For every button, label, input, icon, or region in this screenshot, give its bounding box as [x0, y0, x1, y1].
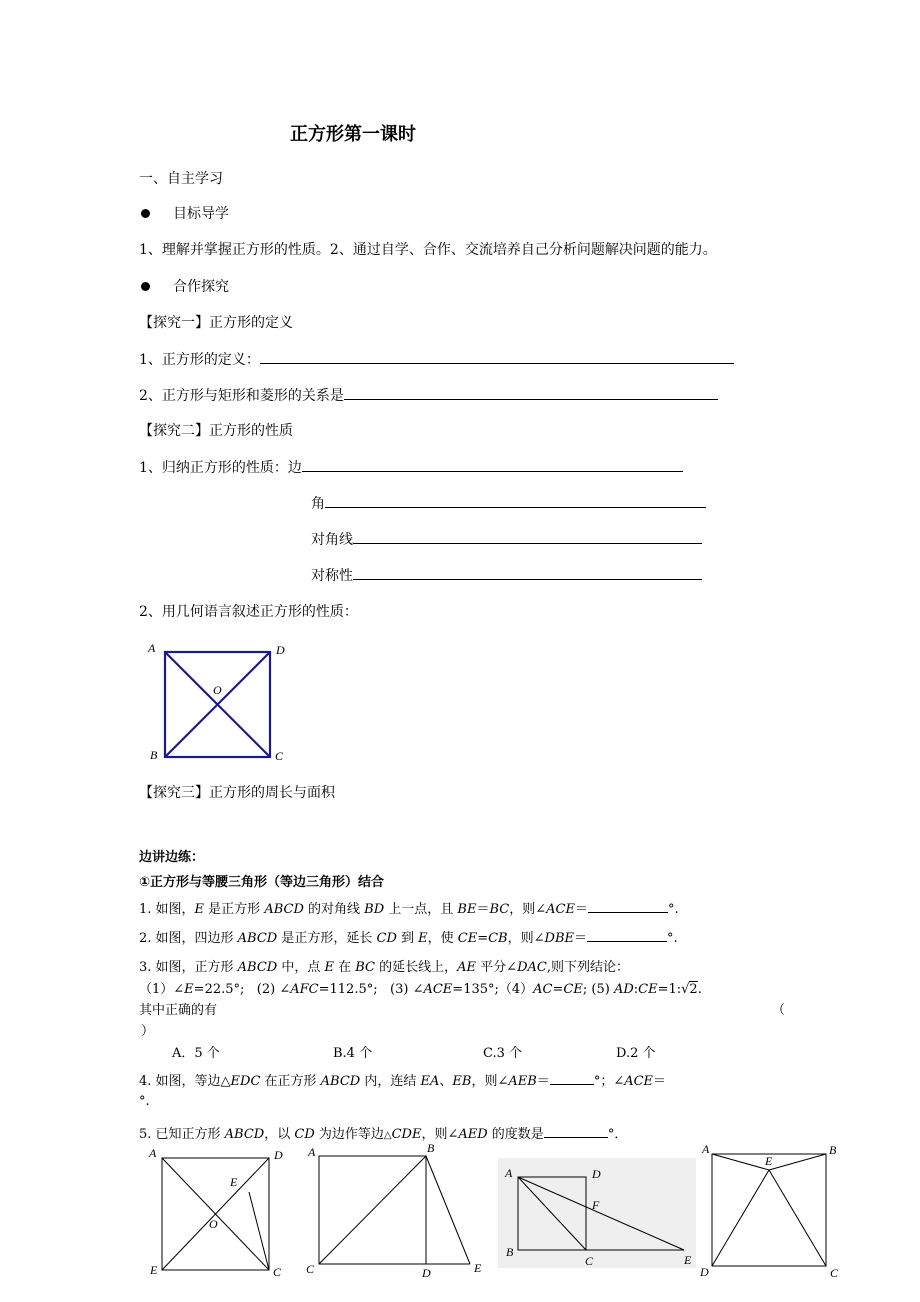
fig4-segment-be — [769, 1154, 826, 1170]
fig1-label-e: E — [230, 1175, 238, 1189]
explore2-q1: 1、归纳正方形的性质：边 — [139, 459, 683, 476]
answer-blank[interactable] — [544, 1125, 608, 1138]
fig4-segment-ae — [712, 1154, 769, 1170]
fig4-label-e: E — [765, 1154, 773, 1168]
fig4-segment-ce — [769, 1170, 826, 1266]
bullet-icon — [141, 282, 150, 291]
property-symmetry: 对称性 — [311, 567, 702, 584]
fig3-label-c: C — [585, 1254, 594, 1268]
sqrt-icon: √ — [681, 982, 690, 997]
practice-topic: ①正方形与等腰三角形（等边三角形）结合 — [139, 875, 385, 890]
fig2-diagonal — [319, 1156, 426, 1264]
fig3-label-f: F — [592, 1198, 600, 1212]
answer-blank[interactable] — [344, 387, 718, 400]
explore2-q2: 2、用几何语言叙述正方形的性质： — [139, 604, 358, 620]
option-d[interactable]: D.2 个 — [616, 1046, 656, 1061]
fig4-label-c: C — [830, 1266, 839, 1280]
fig1-label-o: O — [209, 1217, 218, 1231]
fig3-label-e: E — [684, 1253, 692, 1267]
option-c[interactable]: C.3 个 — [483, 1046, 523, 1061]
problem-3-conclusions: （1）∠E=22.5°; (2) ∠AFC=112.5°; (3) ∠ACE=135°;（4）AC=CE; (5) AD:CE=1:√2. — [139, 982, 702, 997]
practice-heading: 边讲边练： — [139, 850, 205, 865]
answer-paren-close: ） — [141, 1024, 155, 1039]
fig2-label-b: B — [427, 1141, 435, 1155]
explore1-q2: 2、正方形与矩形和菱形的关系是 — [139, 387, 718, 404]
property-diagonal: 对角线 — [311, 531, 702, 548]
answer-blank[interactable] — [353, 567, 702, 580]
fig2-label-e: E — [474, 1261, 482, 1275]
vertex-label-a: A — [148, 641, 156, 655]
option-b[interactable]: B.4 个 — [333, 1046, 373, 1061]
figure-4-diagram — [700, 1140, 850, 1280]
fig2-segment-be — [426, 1156, 470, 1264]
goals-label: 目标导学 — [173, 206, 229, 222]
fig1-label-b: E — [150, 1263, 158, 1277]
answer-blank[interactable] — [353, 531, 702, 544]
fig1-label-c: C — [273, 1265, 282, 1279]
goals-text: 1、理解并掌握正方形的性质。2、通过自学、合作、交流培养自己分析问题解决问题的能力。 — [139, 242, 717, 258]
problem-5: 5. 已知正方形 ABCD，以 CD 为边作等边△CDE，则∠AED 的度数是 °． — [139, 1127, 628, 1142]
explore3-heading: 【探究三】正方形的周长与面积 — [139, 785, 335, 801]
fig2-label-a: A — [308, 1145, 316, 1159]
figure-2-diagram — [305, 1141, 485, 1280]
vertex-label-c: C — [275, 749, 284, 763]
square-diagram — [140, 638, 290, 768]
problem-2: 2. 如图，四边形 ABCD 是正方形，延长 CD 到 E，使 CE=CB，则∠DBE＝ °. — [139, 931, 678, 946]
page-title: 正方形第一课时 — [290, 124, 416, 145]
fig4-label-b: B — [829, 1143, 837, 1157]
fig1-label-a: A — [149, 1146, 157, 1160]
option-a[interactable]: A．5 个 — [172, 1046, 220, 1061]
problem-4: 4. 如图，等边△EDC 在正方形 ABCD 内，连结 EA、EB，则∠AEB＝ °；∠ACE＝ — [139, 1074, 667, 1089]
fig3-label-b: B — [506, 1245, 514, 1259]
answer-blank[interactable] — [587, 929, 667, 942]
fig4-label-d: D — [700, 1265, 709, 1279]
fig2-label-d: D — [422, 1266, 431, 1280]
explore1-heading: 【探究一】正方形的定义 — [139, 315, 293, 331]
coop-label: 合作探究 — [173, 279, 229, 295]
answer-blank[interactable] — [588, 900, 668, 913]
vertex-label-d: D — [276, 643, 285, 657]
problem-3-tail: 其中正确的有 — [139, 1003, 218, 1018]
explore1-q1: 1、正方形的定义： — [139, 351, 734, 368]
fig2-label-c: C — [306, 1262, 315, 1276]
fig1-segment-ec — [249, 1192, 269, 1270]
bullet-icon — [141, 209, 150, 218]
vertex-label-b: B — [150, 748, 158, 762]
figure-3-diagram — [498, 1158, 698, 1293]
center-label-o: O — [213, 683, 222, 697]
answer-paren-open: （ — [772, 1003, 786, 1018]
explore2-heading: 【探究二】正方形的性质 — [139, 423, 293, 439]
fig3-label-d: D — [592, 1167, 601, 1181]
property-angle: 角 — [311, 495, 706, 512]
answer-blank[interactable] — [302, 459, 683, 472]
figure-1-diagram — [146, 1146, 301, 1279]
section-heading: 一、自主学习 — [139, 171, 223, 187]
answer-blank[interactable] — [325, 495, 706, 508]
problem-3: 3. 如图，正方形 ABCD 中，点 E 在 BC 的延长线上，AE 平分∠DAC,则下列结论： — [139, 960, 629, 975]
fig4-segment-de — [712, 1170, 769, 1266]
fig1-label-d: D — [274, 1148, 283, 1162]
problem-4-wrap: °. — [139, 1094, 150, 1109]
answer-blank[interactable] — [550, 1072, 594, 1085]
answer-blank[interactable] — [260, 351, 734, 364]
problem-1: 1. 如图，E 是正方形 ABCD 的对角线 BD 上一点，且 BE＝BC，则∠ACE＝ °. — [139, 902, 679, 917]
fig4-label-a: A — [702, 1142, 710, 1156]
fig3-label-a: A — [505, 1166, 513, 1180]
